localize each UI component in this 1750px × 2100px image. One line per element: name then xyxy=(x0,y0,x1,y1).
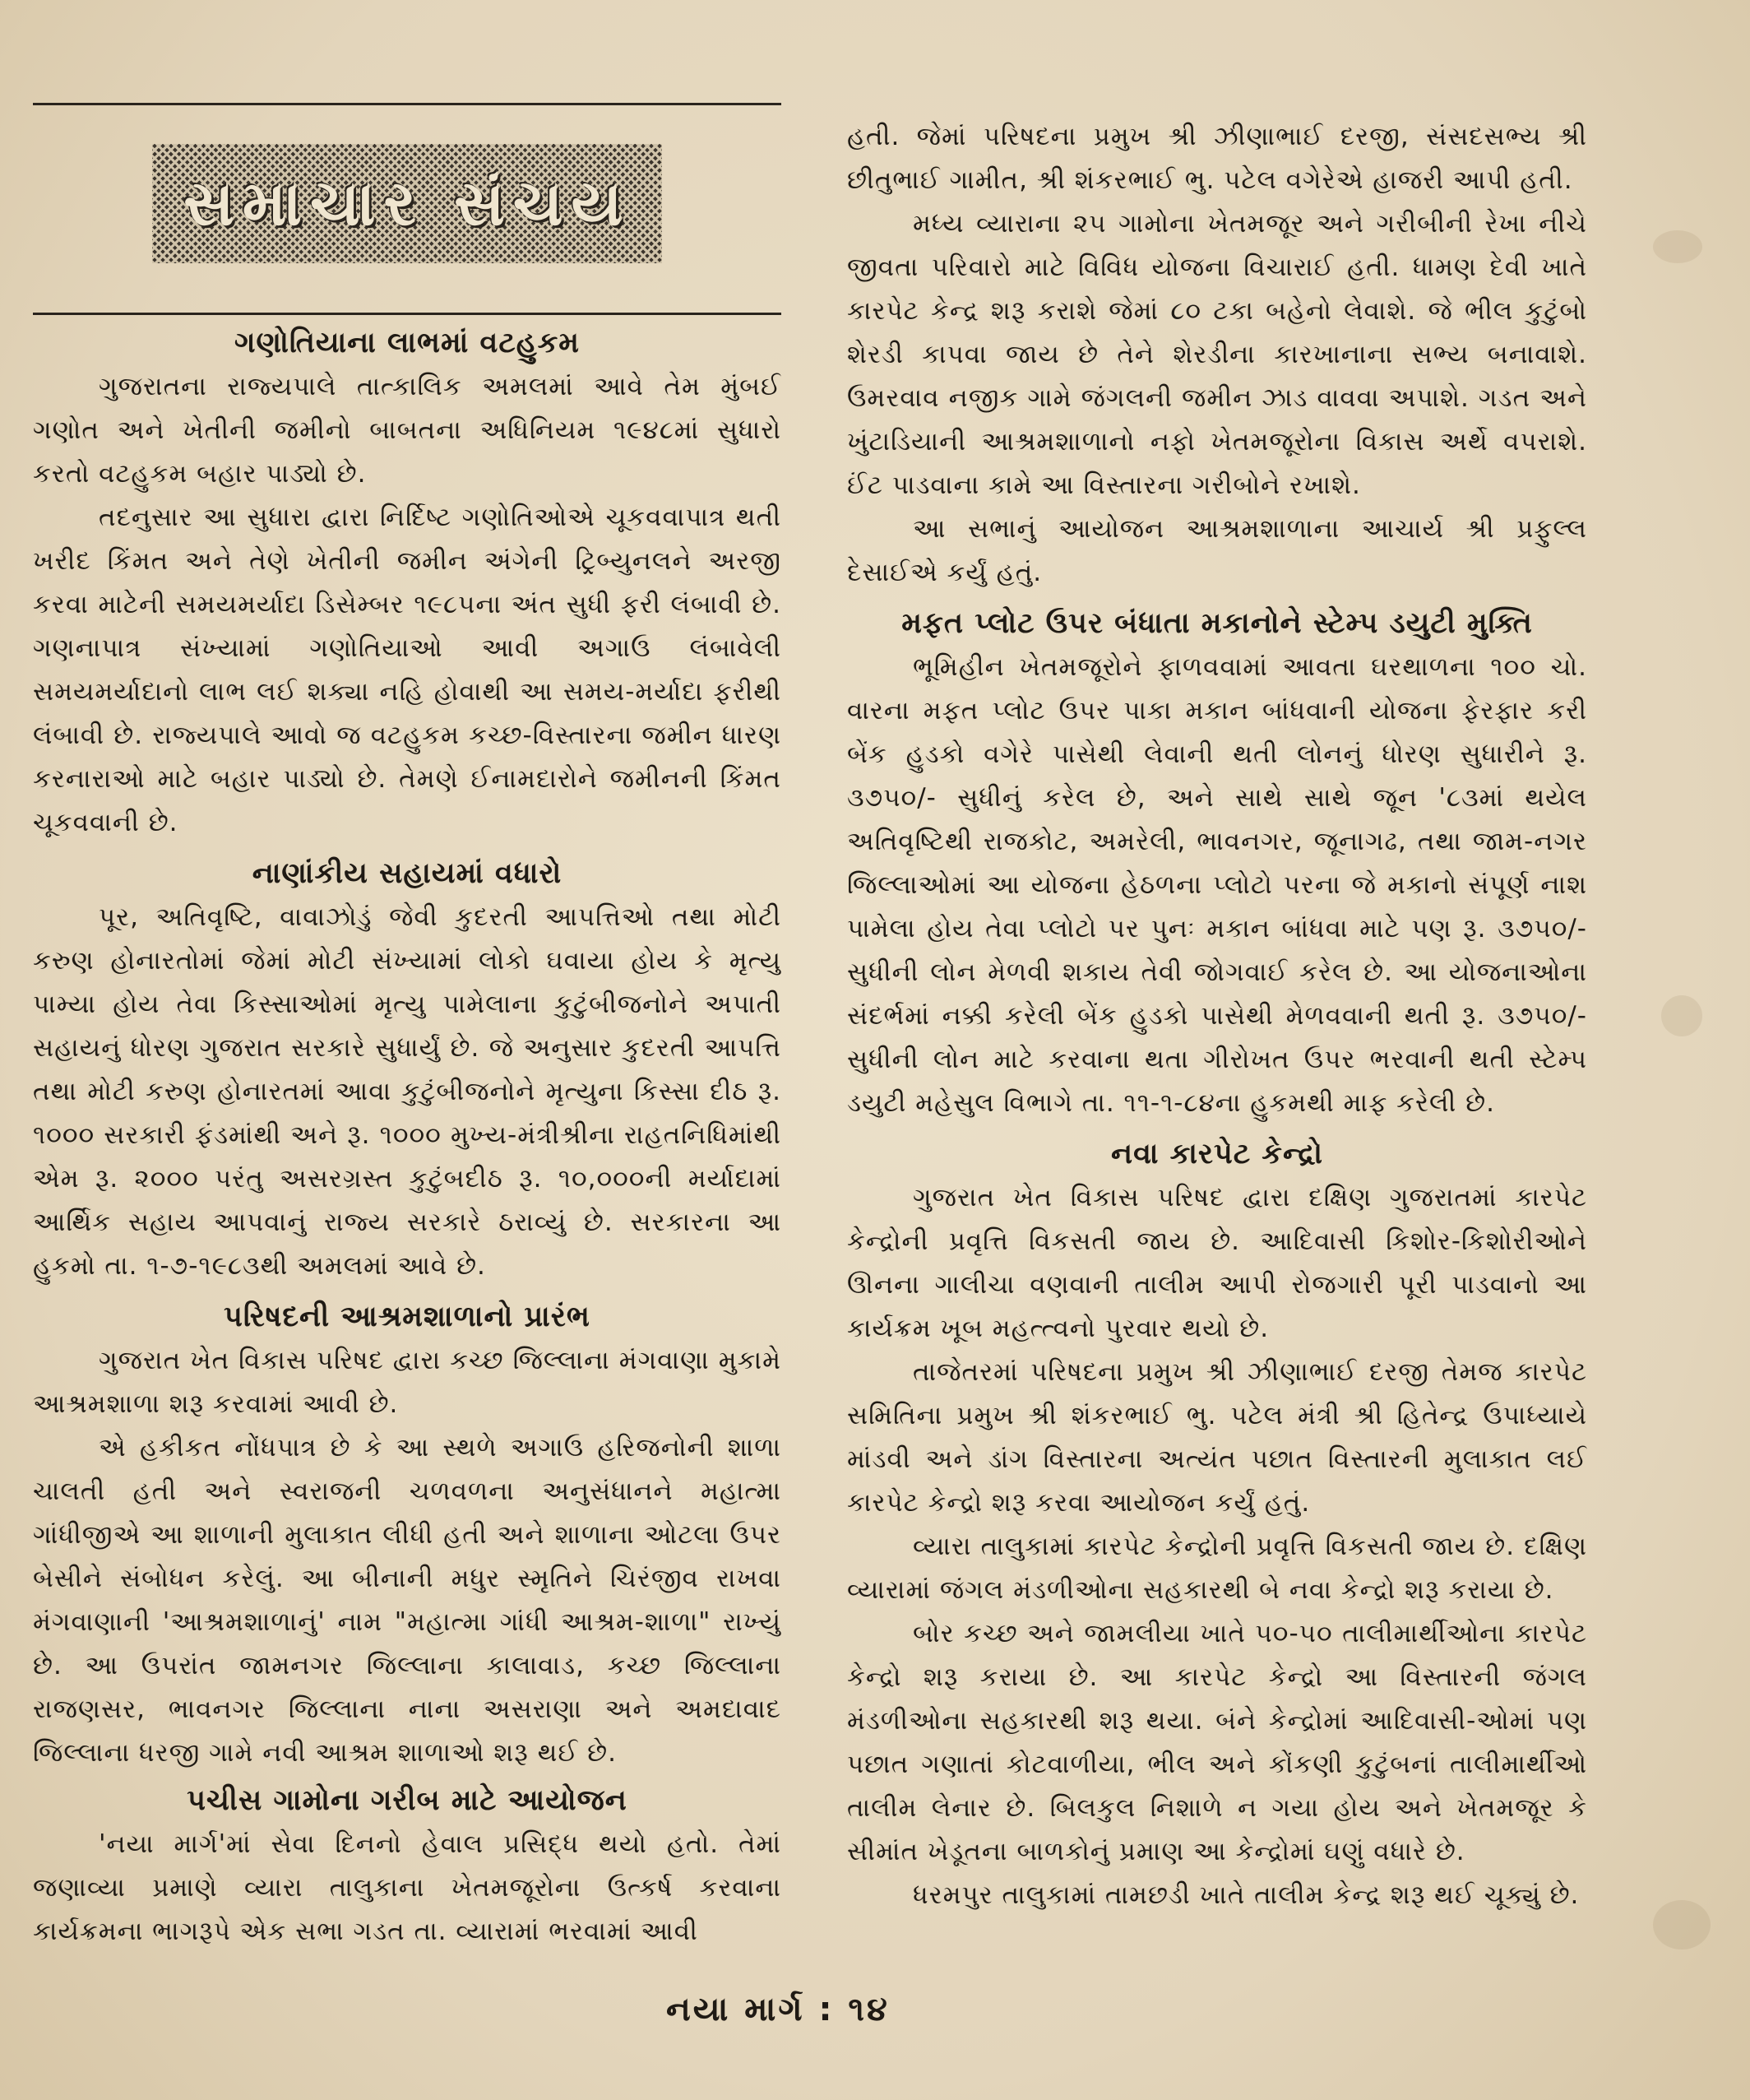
article-paragraph: એ હકીકત નોંધપાત્ર છે કે આ સ્થળે અગાઉ હરિજનોની શાળા ચાલતી હતી અને સ્વરાજની ચળવળના અનુસંધાનને મહાત્મા ગાંધીજીએ આ શાળાની મુલાકાત લીધી હતી અને શાળાના ઓટલા ઉપર બેસીને સંબોધન કરેલું. આ બીનાની મધુર સ્મૃતિને ચિરંજીવ રાખવા મંગવાણાની 'આશ્રમશાળાનું' નામ "મહાત્મા ગાંધી આશ્રમ-શાળા" રાખ્યું છે. આ ઉપરાંત જામનગર જિલ્લાના કાલાવાડ, કચ્છ જિલ્લાના રાજણસર, ભાવનગર જિલ્લાના નાના અસરાણા અને અમદાવાદ જિલ્લાના ધરજી ગામે નવી આશ્રમ શાળાઓ શરૂ થઈ છે. xyxy=(33,1433,781,1768)
article-paragraph: મધ્ય વ્યારાના ૨૫ ગામોના ખેતમજૂર અને ગરીબીની રેખા નીચે જીવતા પરિવારો માટે વિવિધ યોજના વિચારાઈ હતી. ધામણ દેવી ખાતે કારપેટ કેન્દ્ર શરૂ કરાશે જેમાં ૮૦ ટકા બહેનો લેવાશે. જે ભીલ કુટુંબો શેરડી કાપવા જાય છે તેને શેરડીના કારખાનાના સભ્ય બનાવાશે. ઉમરવાવ નજીક ગામે જંગલની જમીન ઝાડ વાવવા અપાશે. ગડત અને ખુંટાડિયાની આશ્રમશાળાનો નફો ખેતમજૂરોના વિકાસ અર્થે વપરાશે. ઈંટ પાડવાના કામે આ વિસ્તારના ગરીબોને રખાશે. xyxy=(847,209,1587,500)
article-paragraph: આ સભાનું આયોજન આશ્રમશાળાના આચાર્ય શ્રી પ્રફુલ્લ દેસાઈએ કર્યું હતું. xyxy=(847,514,1587,587)
right-column xyxy=(847,115,1587,1917)
article-paragraph: 'નયા માર્ગ'માં સેવા દિનનો હેવાલ પ્રસિદ્ધ થયો હતો. તેમાં જણાવ્યા પ્રમાણે વ્યારા તાલુકાના ખેતમજૂરોના ઉત્કર્ષ કરવાના કાર્યક્રમના ભાગરૂપે એક સભા ગડત તા. વ્યારામાં ભરવામાં આવી xyxy=(33,1829,781,1946)
article-title: નાણાંકીય સહાયમાં વધારો xyxy=(252,857,562,890)
article-paragraph: ગુજરાત ખેત વિકાસ પરિષદ દ્વારા કચ્છ જિલ્લાના મંગવાણા મુકામે આશ્રમશાળા શરૂ કરવામાં આવી છે. xyxy=(33,1346,781,1419)
top-rule xyxy=(33,103,781,105)
article-paragraph: હતી. જેમાં પરિષદના પ્રમુખ શ્રી ઝીણાભાઈ દરજી, સંસદસભ્ય શ્રી છીતુભાઈ ગામીત, શ્રી શંકરભાઈ ભુ. પટેલ વગેરેએ હાજરી આપી હતી. xyxy=(847,122,1587,195)
paper-stain xyxy=(1661,995,1702,1036)
article-paragraph: ભૂમિહીન ખેતમજૂરોને ફાળવવામાં આવતા ઘરથાળના ૧૦૦ ચો. વારના મફત પ્લોટ ઉપર પાકા મકાન બાંધવાની યોજના ફેરફાર કરી બેંક હુડકો વગેરે પાસેથી લેવાની થતી લોનનું ધોરણ સુધારીને રૂ. ૩૭૫૦/- સુધીનું કરેલ છે, અને સાથે સાથે જૂન '૮૩માં થયેલ અતિવૃષ્ટિથી રાજકોટ, અમરેલી, ભાવનગર, જૂનાગઢ, તથા જામ-નગર જિલ્લાઓમાં આ યોજના હેઠળના પ્લોટો પરના જે મકાનો સંપૂર્ણ નાશ પામેલા હોય તેવા પ્લોટો પર પુનઃ મકાન બાંધવા માટે પણ રૂ. ૩૭૫૦/- સુધીની લોન મેળવી શકાય તેવી જોગવાઈ કરેલ છે. આ યોજનાઓના સંદર્ભમાં નક્કી કરેલી બેંક હુડકો પાસેથી મેળવવાની થતી રૂ. ૩૭૫૦/- સુધીની લોન માટે કરવાના થતા ગીરોખત ઉપર ભરવાની થતી સ્ટેમ્પ ડયુટી મહેસુલ વિભાગે તા. ૧૧-૧-૮૪ના હુકમથી માફ કરેલી છે. xyxy=(847,652,1587,1118)
paper-stain xyxy=(1653,230,1702,263)
paper-stain xyxy=(1653,1900,1711,1949)
article-paragraph: બોર કચ્છ અને જામલીયા ખાતે ૫૦-૫૦ તાલીમાર્થીઓના કારપેટ કેન્દ્રો શરૂ કરાયા છે. આ કારપેટ કેન્દ્રો આ વિસ્તારની જંગલ મંડળીઓના સહકારથી શરૂ થયા. બંને કેન્દ્રોમાં આદિવાસી-ઓમાં પણ પછાત ગણાતાં કોટવાળીયા, ભીલ અને કોંકણી કુટુંબનાં તાલીમાર્થીઓ તાલીમ લેનાર છે. બિલકુલ નિશાળે ન ગયા હોય અને ખેતમજૂર કે સીમાંત ખેડૂતના બાળકોનું પ્રમાણ આ કેન્દ્રોમાં ઘણું વધારે છે. xyxy=(847,1619,1587,1866)
article-title: મફત પ્લોટ ઉપર બંધાતા મકાનોને સ્ટેમ્પ ડયુટી મુક્તિ xyxy=(901,607,1533,640)
article-title: પરિષદની આશ્રમશાળાનો પ્રારંભ xyxy=(224,1300,590,1333)
article-title: ગણોતિયાના લાભમાં વટહુકમ xyxy=(234,327,580,359)
article-paragraph: પૂર, અતિવૃષ્ટિ, વાવાઝોડું જેવી કુદરતી આપત્તિઓ તથા મોટી કરુણ હોનારતોમાં જેમાં મોટી સંખ્યામાં લોકો ઘવાયા હોય કે મૃત્યુ પામ્યા હોય તેવા કિસ્સાઓમાં મૃત્યુ પામેલાના કુટુંબીજનોને અપાતી સહાયનું ધોરણ ગુજરાત સરકારે સુધાર્યું છે. જે અનુસાર કુદરતી આપત્તિ તથા મોટી કરુણ હોનારતમાં આવા કુટુંબીજનોને મૃત્યુના કિસ્સા દીઠ રૂ. ૧૦૦૦ સરકારી ફંડમાંથી અને રૂ. ૧૦૦૦ મુખ્ય-મંત્રીશ્રીના રાહતનિધિમાંથી એમ રૂ. ૨૦૦૦ પરંતુ અસરગ્રસ્ત કુટુંબદીઠ રૂ. ૧૦,૦૦૦ની મર્યાદામાં આર્થિક સહાય આપવાનું રાજ્ય સરકારે ઠરાવ્યું છે. સરકારના આ હુકમો તા. ૧-૭-૧૯૮૩થી અમલમાં આવે છે. xyxy=(33,902,781,1281)
article-paragraph: વ્યારા તાલુકામાં કારપેટ કેન્દ્રોની પ્રવૃત્તિ વિકસતી જાય છે. દક્ષિણ વ્યારામાં જંગલ મંડળીઓના સહકારથી બે નવા કેન્દ્રો શરૂ કરાયા છે. xyxy=(847,1532,1587,1605)
article-paragraph: ગુજરાતના રાજ્યપાલે તાત્કાલિક અમલમાં આવે તેમ મુંબઈ ગણોત અને ખેતીની જમીનો બાબતના અધિનિયમ ૧૯૪૮માં સુધારો કરતો વટહુકમ બહાર પાડ્યો છે. xyxy=(33,372,781,489)
article-paragraph: તદનુસાર આ સુધારા દ્વારા નિર્દિષ્ટ ગણોતિઓએ ચૂકવવાપાત્ર થતી ખરીદ કિંમત અને તેણે ખેતીની જમીન અંગેની ટ્રિબ્યુનલને અરજી કરવા માટેની સમયમર્યાદા ડિસેમ્બર ૧૯૮૫ના અંત સુધી ફરી લંબાવી છે. ગણનાપાત્ર સંખ્યામાં ગણોતિયાઓ આવી અગાઉ લંબાવેલી સમયમર્યાદાનો લાભ લઈ શક્યા નહિ હોવાથી આ સમય-મર્યાદા ફરીથી લંબાવી છે. રાજ્યપાલે આવો જ વટહુકમ કચ્છ-વિસ્તારના જમીન ધારણ કરનારાઓ માટે બહાર પાડ્યો છે. તેમણે ઈનામદારોને જમીનની કિંમત ચૂકવવાની છે. xyxy=(33,503,781,837)
article-paragraph: ગુજરાત ખેત વિકાસ પરિષદ દ્વારા દક્ષિણ ગુજરાતમાં કારપેટ કેન્દ્રોની પ્રવૃત્તિ વિકસતી જાય છે. આદિવાસી કિશોર-કિશોરીઓને ઊનના ગાલીચા વણવાની તાલીમ આપી રોજગારી પૂરી પાડવાનો આ કાર્યક્રમ ખૂબ મહત્ત્વનો પુરવાર થયો છે. xyxy=(847,1183,1587,1343)
left-column xyxy=(33,321,781,1954)
section-banner xyxy=(152,144,662,263)
page-footer: નયા માર્ગ : ૧૪ xyxy=(666,1991,890,2028)
banner-title: સમાચાર સંચય xyxy=(183,166,631,239)
article-paragraph: તાજેતરમાં પરિષદના પ્રમુખ શ્રી ઝીણાભાઈ દરજી તેમજ કારપેટ સમિતિના પ્રમુખ શ્રી શંકરભાઈ ભુ. પટેલ મંત્રી શ્રી હિતેન્દ્ર ઉપાધ્યાયે માંડવી અને ડાંગ વિસ્તારના અત્યંત પછાત વિસ્તારની મુલાકાત લઈ કારપેટ કેન્દ્રો શરૂ કરવા આયોજન કર્યું હતું. xyxy=(847,1357,1587,1518)
article-title: પચીસ ગામોના ગરીબ માટે આયોજન xyxy=(187,1784,627,1817)
article-title: નવા કારપેટ કેન્દ્રો xyxy=(1111,1138,1323,1171)
banner-rule xyxy=(33,313,781,315)
article-paragraph: ધરમપુર તાલુકામાં તામછડી ખાતે તાલીમ કેન્દ્ર શરૂ થઈ ચૂક્યું છે. xyxy=(913,1880,1580,1910)
